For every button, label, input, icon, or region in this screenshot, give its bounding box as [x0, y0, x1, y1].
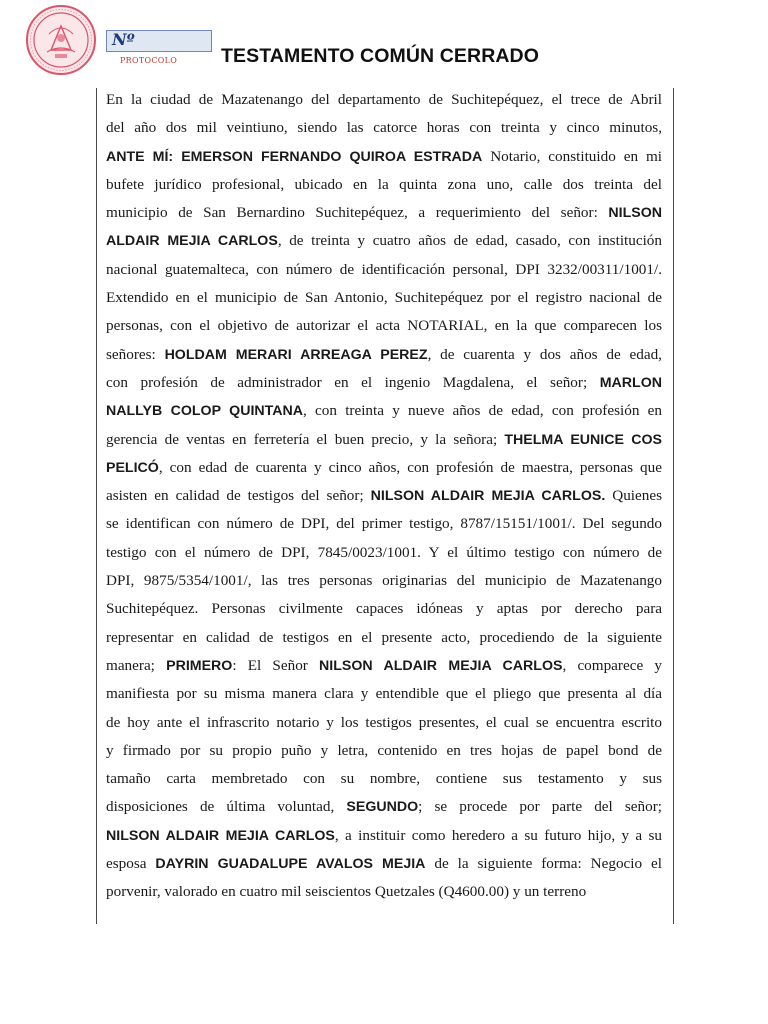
text-run: esposa	[106, 855, 156, 873]
body-line	[106, 510, 662, 538]
text-run: manifiesta por su misma manera clara y entendible que el pliego que presenta al día	[106, 685, 662, 703]
body-line	[106, 199, 662, 227]
text-run: ; se procede por parte del señor;	[418, 798, 662, 816]
body-line	[106, 227, 662, 255]
text-run: asisten en calidad de testigos del señor;	[106, 487, 371, 505]
body-line	[106, 454, 662, 482]
body-line	[106, 624, 662, 652]
testament-body-text	[106, 86, 662, 907]
text-run: : El Señor	[232, 656, 320, 674]
body-line	[106, 171, 662, 199]
text-run: , a instituir como heredero a su futuro hijo, y a su	[334, 826, 662, 844]
bold-text-run: PRIMERO	[166, 657, 233, 674]
bold-text-run: NILSON ALDAIR MEJIA CARLOS	[106, 827, 335, 844]
body-line	[106, 737, 662, 765]
text-run: Quienes	[605, 487, 662, 505]
body-line	[106, 539, 662, 567]
bold-text-run: PELICÓ	[106, 459, 159, 476]
text-run: representar en calidad de testigos en el presente acto, procediendo de la siguiente	[106, 628, 662, 646]
text-run: de la siguiente forma: Negocio el	[425, 855, 662, 873]
left-margin-rule	[96, 88, 97, 924]
bold-text-run: NILSON ALDAIR MEJIA CARLOS.	[370, 488, 606, 505]
body-line	[106, 652, 662, 680]
body-line	[106, 426, 662, 454]
text-run: , de cuarenta y dos años de edad,	[427, 345, 662, 363]
text-run: DPI, 9875/5354/1001/, las tres personas originarias del municipio de Mazatenango	[106, 572, 662, 590]
text-run: personas, con el objetivo de autorizar el acta NOTARIAL, en la que comparecen los	[106, 317, 662, 335]
body-line	[106, 850, 662, 878]
bold-text-run: HOLDAM MERARI ARREAGA PEREZ	[164, 346, 428, 363]
text-run: porvenir, valorado en cuatro mil seiscientos Quetzales (Q4600.00) y un terreno	[106, 883, 587, 901]
text-run: municipio de San Bernardino Suchitepéquez, a requerimiento del señor:	[106, 204, 609, 222]
body-line	[106, 369, 662, 397]
text-run: tamaño carta membretado con su nombre, contiene sus testamento y sus	[106, 770, 662, 788]
body-line	[106, 114, 662, 142]
text-run: se identifican con número de DPI, del primer testigo, 8787/15151/1001/. Del segundo	[106, 515, 662, 533]
body-line	[106, 143, 662, 171]
body-line	[106, 709, 662, 737]
bold-text-run: ANTE MÍ: EMERSON FERNANDO QUIROA ESTRADA	[106, 148, 483, 165]
text-run: gerencia de ventas en ferretería el buen precio, y la señora;	[106, 430, 505, 448]
text-run: Notario, constituido en mi	[482, 147, 662, 165]
protocolo-number-label: Nº	[112, 30, 135, 49]
bold-text-run: THELMA EUNICE COS	[504, 431, 662, 448]
text-run: Extendido en el municipio de San Antonio, Suchitepéquez por el registro nacional de	[106, 289, 662, 307]
bold-text-run: SEGUNDO	[346, 799, 419, 816]
body-line	[106, 482, 662, 510]
body-line	[106, 256, 662, 284]
text-run: , de treinta y cuatro años de edad, casado, con institución	[277, 232, 662, 250]
body-line	[106, 86, 662, 114]
bold-text-run: NILSON ALDAIR MEJIA CARLOS	[319, 657, 563, 674]
bold-text-run: DAYRIN GUADALUPE AVALOS MEJIA	[155, 856, 426, 873]
document-title: TESTAMENTO COMÚN CERRADO	[221, 45, 540, 67]
text-run: testigo con el número de DPI, 7845/0023/1001. Y el último testigo con número de	[106, 543, 662, 561]
bold-text-run: MARLON	[599, 374, 662, 391]
body-line	[106, 595, 662, 623]
body-line	[106, 680, 662, 708]
body-line	[106, 397, 662, 425]
bold-text-run: NILSON	[608, 205, 662, 222]
text-run: señores:	[106, 345, 165, 363]
bold-text-run: NALLYB COLOP QUINTANA	[106, 403, 303, 420]
body-line	[106, 341, 662, 369]
body-line	[106, 822, 662, 850]
body-line	[106, 793, 662, 821]
notary-seal-icon	[25, 4, 97, 76]
body-line	[106, 878, 662, 906]
text-run: nacional guatemalteca, con número de identificación personal, DPI 3232/00311/1001/.	[106, 260, 662, 278]
text-run: bufete jurídico profesional, ubicado en la quinta zona uno, calle dos treinta del	[106, 175, 662, 193]
text-run: manera;	[106, 656, 167, 674]
text-run: de hoy ante el infrascrito notario y los testigos presentes, el cual se encuentra escrito	[106, 713, 662, 731]
text-run: En la ciudad de Mazatenango del departamento de Suchitepéquez, el trece de Abril	[106, 91, 662, 108]
protocolo-label: PROTOCOLO	[120, 56, 178, 65]
text-run: del año dos mil veintiuno, siendo las catorce horas con treinta y cinco minutos,	[106, 119, 662, 137]
body-line	[106, 567, 662, 595]
text-run: , con edad de cuarenta y cinco años, con profesión de maestra, personas que	[158, 458, 662, 476]
text-run: Suchitepéquez. Personas civilmente capaces idóneas y aptas por derecho para	[106, 600, 662, 618]
body-line	[106, 312, 662, 340]
text-run: disposiciones de última voluntad,	[106, 798, 347, 816]
text-run: con profesión de administrador en el ingenio Magdalena, el señor;	[106, 373, 600, 391]
text-run: , comparece y	[562, 656, 662, 674]
bold-text-run: ALDAIR MEJIA CARLOS	[106, 233, 278, 250]
right-margin-rule	[673, 88, 674, 924]
body-line	[106, 765, 662, 793]
text-run: y firmado por su propio puño y letra, contenido en tres hojas de papel bond de	[106, 741, 662, 759]
body-line	[106, 284, 662, 312]
text-run: , con treinta y nueve años de edad, con profesión en	[303, 402, 662, 420]
